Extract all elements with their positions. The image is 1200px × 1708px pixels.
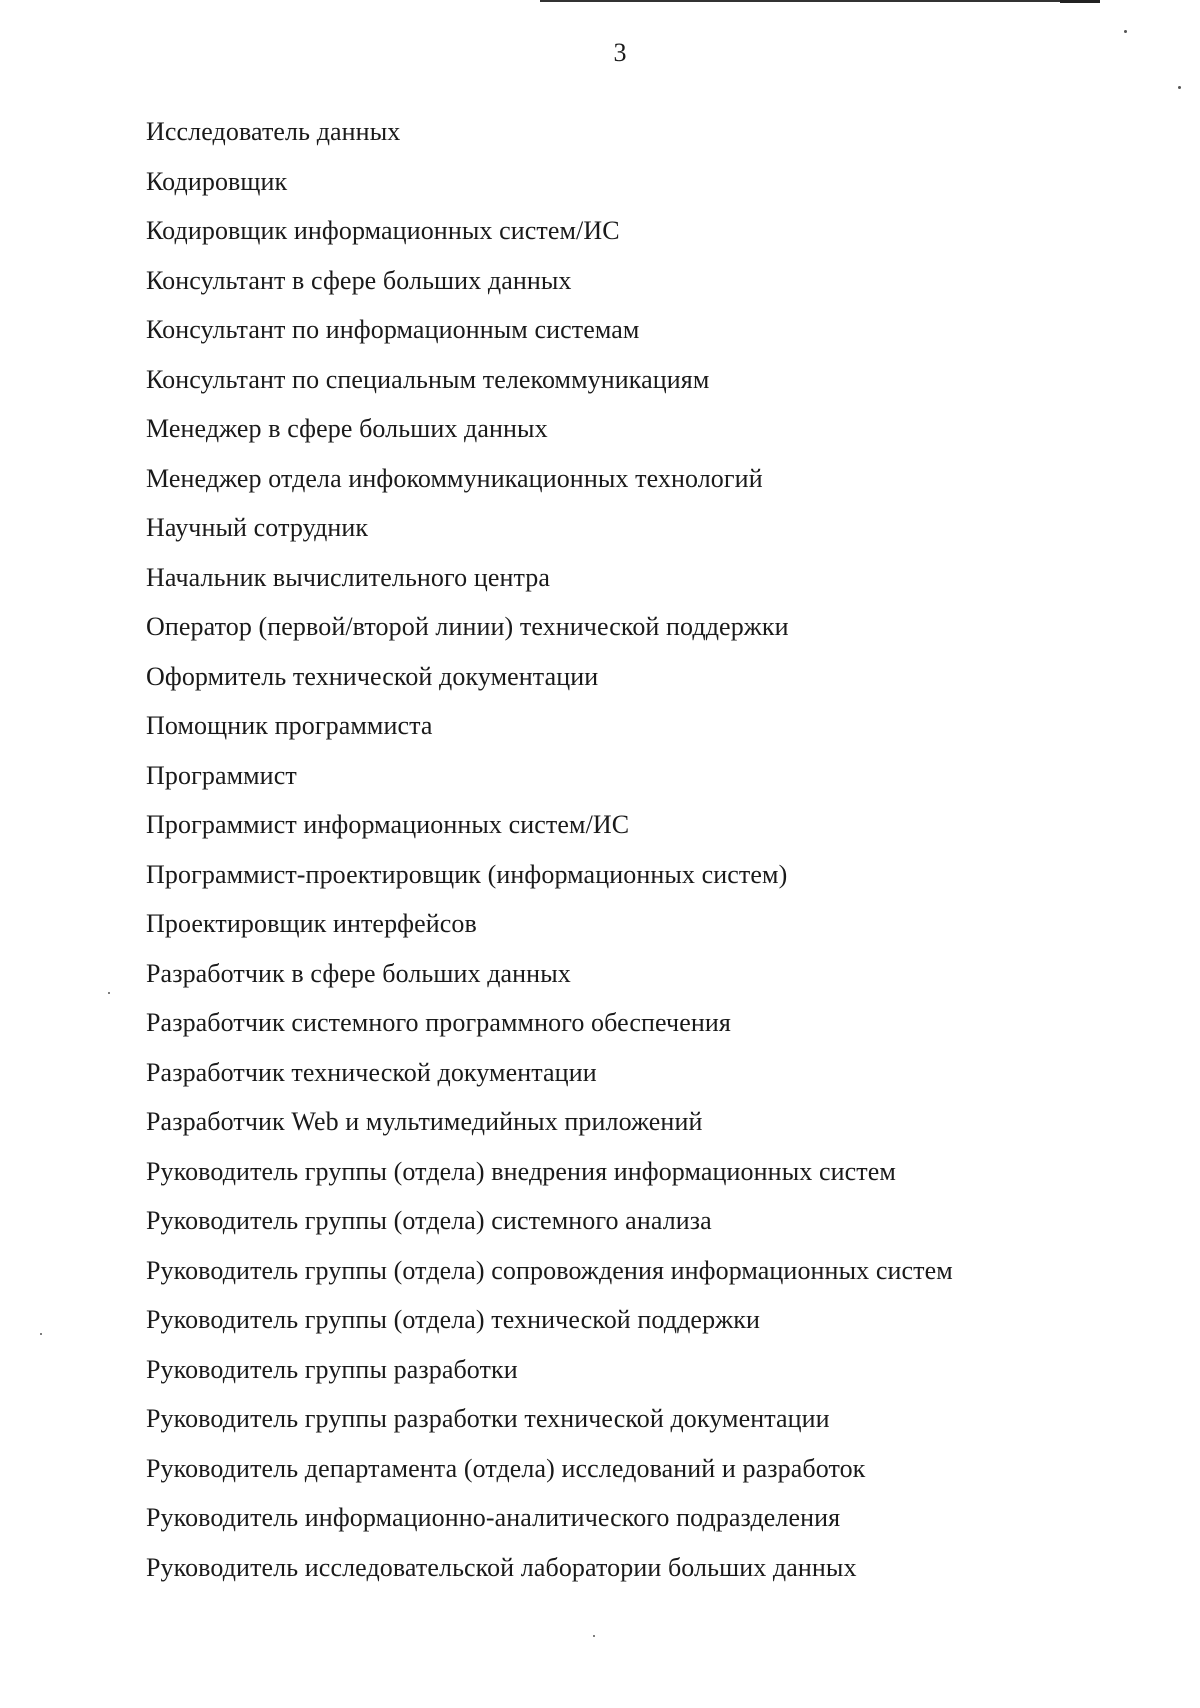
- scan-speck: [40, 1333, 42, 1335]
- list-item: Консультант в сфере больших данных: [146, 265, 572, 295]
- list-item: Руководитель информационно-аналитического подразделения: [146, 1503, 841, 1532]
- list-item: Менеджер в сфере больших данных: [146, 414, 548, 443]
- list-item: Программист: [146, 760, 297, 790]
- list-item: Кодировщик информационных систем/ИС: [146, 216, 620, 245]
- scan-speck: [1178, 86, 1181, 89]
- list-item: Помощник программиста: [146, 711, 433, 740]
- list-item: Руководитель группы (отдела) сопровождения информационных систем: [146, 1255, 953, 1285]
- list-item: Руководитель группы (отдела) внедрения информационных систем: [146, 1156, 896, 1186]
- page-number: 3: [613, 38, 627, 67]
- list-item: Оформитель технической документации: [146, 661, 599, 691]
- top-border-line: [540, 0, 1100, 2]
- list-item: Руководитель департамента (отдела) исследований и разработок: [146, 1453, 866, 1483]
- list-item: Консультант по информационным системам: [146, 315, 640, 344]
- list-item: Руководитель исследовательской лаборатории больших данных: [146, 1552, 857, 1582]
- list-item: Научный сотрудник: [146, 513, 369, 542]
- list-item: Консультант по специальным телекоммуникациям: [146, 364, 710, 394]
- list-item: Исследователь данных: [146, 117, 401, 146]
- list-item: Руководитель группы (отдела) системного анализа: [146, 1206, 712, 1235]
- list-item: Разработчик Web и мультимедийных приложений: [146, 1107, 703, 1136]
- list-item: Разработчик в сфере больших данных: [146, 958, 571, 988]
- scan-speck: [593, 1635, 595, 1637]
- list-item: Начальник вычислительного центра: [146, 562, 551, 592]
- list-item: Программист информационных систем/ИС: [146, 810, 630, 839]
- list-item: Программист-проектировщик (информационных систем): [146, 859, 788, 889]
- scan-speck: [108, 992, 110, 994]
- list-item: Руководитель группы (отдела) технической поддержки: [146, 1305, 760, 1334]
- list-item: Проектировщик интерфейсов: [146, 909, 477, 938]
- scan-speck: [1124, 30, 1127, 33]
- list-item: Руководитель группы разработки технической документации: [146, 1404, 830, 1433]
- list-item: Разработчик системного программного обеспечения: [146, 1008, 731, 1037]
- list-item: Кодировщик: [146, 166, 288, 196]
- list-item: Руководитель группы разработки: [146, 1354, 518, 1384]
- list-item: Оператор (первой/второй линии) технической поддержки: [146, 612, 789, 641]
- list-item: Менеджер отдела инфокоммуникационных технологий: [146, 463, 763, 493]
- top-border-mark: [1060, 0, 1100, 3]
- profession-list: [146, 107, 953, 1592]
- list-item: Разработчик технической документации: [146, 1057, 597, 1087]
